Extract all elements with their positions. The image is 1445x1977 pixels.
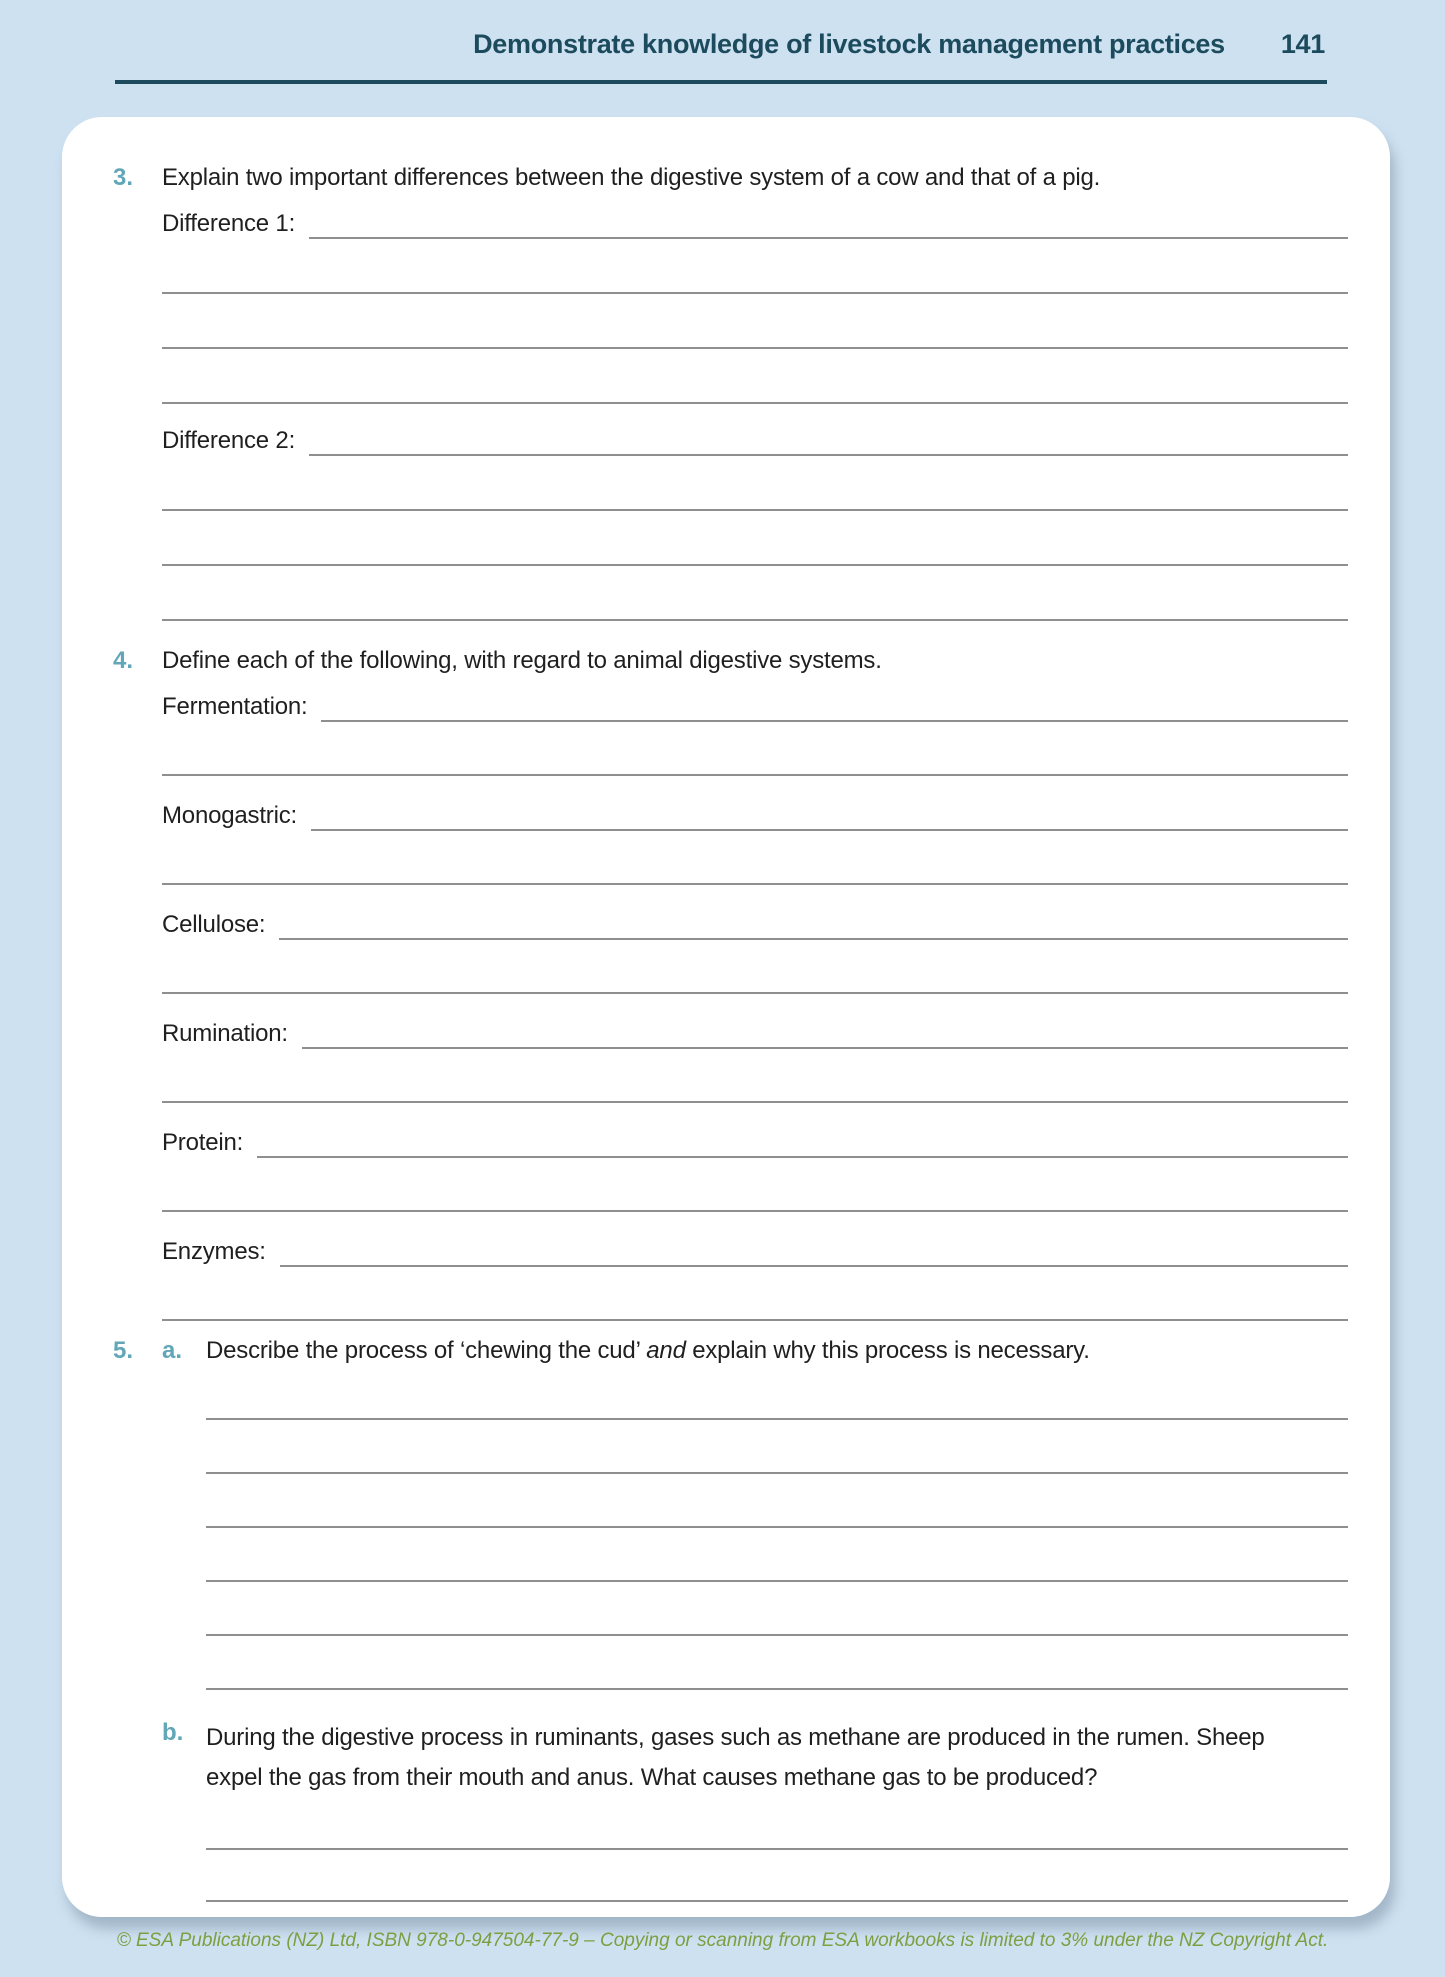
worksheet-card — [62, 117, 1390, 1917]
question-5b — [162, 1718, 1348, 1798]
part-a-text: Describe the process of ‘chewing the cud’ and explain why this process is necessary. — [206, 1337, 1090, 1364]
writing-line — [162, 722, 1348, 776]
question-5-number: 5. — [113, 1337, 134, 1364]
answer-line — [257, 1118, 1348, 1158]
difference-2-label: Difference 2: — [162, 427, 296, 454]
header-rule — [115, 80, 1327, 84]
difference-1-row — [162, 201, 1348, 239]
page-number: 141 — [1280, 29, 1325, 59]
difference-2-row — [162, 418, 1348, 456]
page-title: Demonstrate knowledge of livestock management practices — [473, 29, 1225, 59]
page-footer — [0, 1929, 1445, 1953]
italic-and: and — [646, 1337, 686, 1364]
writing-line — [162, 566, 1348, 621]
question-4-number: 4. — [113, 647, 134, 674]
answer-line — [321, 682, 1348, 722]
writing-line — [162, 511, 1348, 566]
writing-line — [162, 1158, 1348, 1212]
writing-line — [162, 239, 1348, 294]
writing-line — [162, 940, 1348, 994]
term-rumination — [162, 1011, 1348, 1103]
writing-line — [162, 831, 1348, 885]
answer-line — [279, 900, 1348, 940]
writing-line — [162, 294, 1348, 349]
part-a-lines — [206, 1366, 1348, 1690]
question-4-text: Define each of the following, with regard to animal digestive systems. — [162, 647, 882, 674]
term-monogastric — [162, 793, 1348, 885]
question-3-text: Explain two important differences between the digestive system of a cow and that of a pig. — [162, 164, 1101, 191]
writing-line — [206, 1366, 1348, 1420]
answer-line — [309, 199, 1348, 239]
writing-line — [206, 1420, 1348, 1474]
question-5 — [113, 1321, 1348, 1902]
term-label: Monogastric: — [162, 802, 297, 829]
writing-line — [162, 349, 1348, 404]
difference-1-label: Difference 1: — [162, 210, 296, 237]
term-label: Fermentation: — [162, 693, 308, 720]
answer-line — [302, 1009, 1348, 1049]
question-3-number: 3. — [113, 164, 134, 191]
term-label: Cellulose: — [162, 911, 266, 938]
part-a-letter: a. — [162, 1337, 183, 1364]
term-label: Rumination: — [162, 1020, 288, 1047]
writing-line — [162, 1049, 1348, 1103]
page-header — [0, 0, 1445, 60]
term-enzymes — [162, 1229, 1348, 1321]
writing-line — [162, 1267, 1348, 1321]
term-protein — [162, 1120, 1348, 1212]
writing-line — [206, 1636, 1348, 1690]
question-4 — [113, 621, 1348, 1321]
answer-line — [309, 416, 1348, 456]
term-label: Enzymes: — [162, 1238, 266, 1265]
writing-line — [206, 1582, 1348, 1636]
writing-line — [162, 456, 1348, 511]
part-b-lines — [206, 1798, 1348, 1902]
answer-line — [280, 1227, 1348, 1267]
question-3 — [113, 163, 1348, 621]
writing-line — [206, 1798, 1348, 1850]
part-b-letter: b. — [162, 1719, 184, 1746]
part-b-text: During the digestive process in ruminants, gases such as methane are produced in the rumen. Sheep expel the gas from their mouth and anus. What causes methane gas to be produced? — [206, 1724, 1265, 1791]
writing-line — [206, 1850, 1348, 1902]
term-cellulose — [162, 902, 1348, 994]
writing-line — [206, 1528, 1348, 1582]
question-5a — [162, 1336, 1348, 1366]
answer-line — [311, 791, 1348, 831]
term-label: Protein: — [162, 1129, 244, 1156]
term-fermentation — [162, 684, 1348, 776]
footer-text: © ESA Publications (NZ) Ltd, ISBN 978-0-947504-77-9 – Copying or scanning from ESA workbooks is limited to 3% under the NZ Copyright Act. — [116, 1930, 1329, 1951]
writing-line — [206, 1474, 1348, 1528]
